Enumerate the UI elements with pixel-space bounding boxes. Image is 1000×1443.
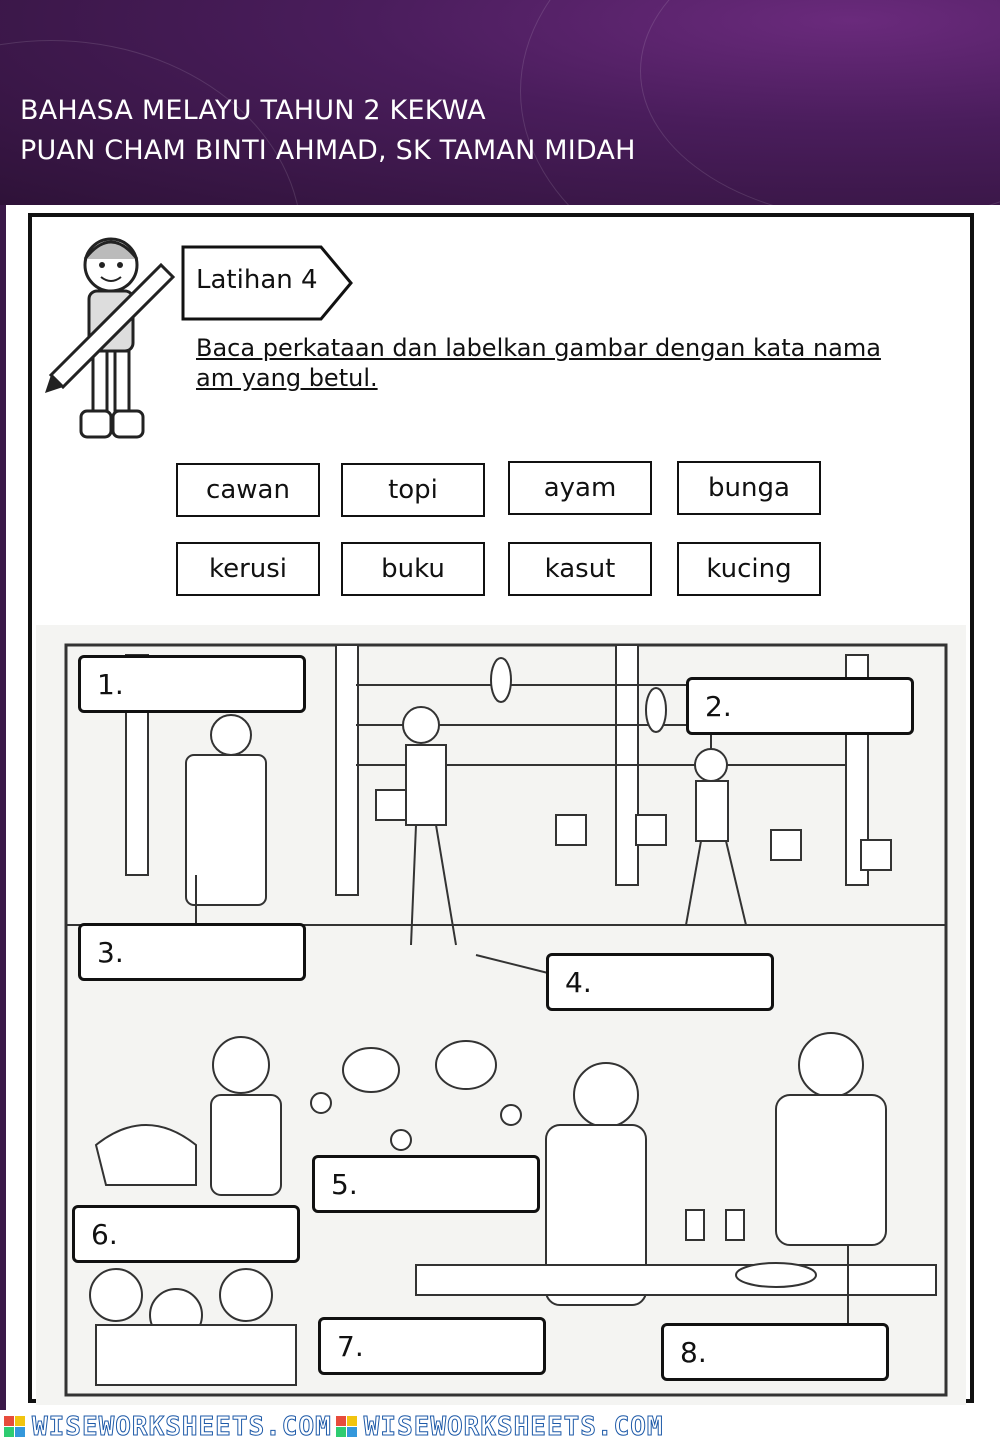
answer-box-8[interactable] bbox=[661, 1323, 889, 1381]
answer-box-number: 5. bbox=[331, 1168, 358, 1201]
scene-line-art bbox=[36, 625, 966, 1405]
answer-box-3[interactable] bbox=[78, 923, 306, 981]
answer-box-number: 8. bbox=[680, 1336, 707, 1369]
answer-box-number: 2. bbox=[705, 690, 732, 723]
word-card[interactable]: ayam bbox=[508, 461, 652, 515]
answer-box-5[interactable] bbox=[312, 1155, 540, 1213]
exercise-title: Latihan 4 bbox=[196, 265, 318, 295]
word-card[interactable]: topi bbox=[341, 463, 485, 517]
word-card[interactable]: bunga bbox=[677, 461, 821, 515]
banner-subtitle: PUAN CHAM BINTI AHMAD, SK TAMAN MIDAH bbox=[20, 135, 636, 166]
answer-box-number: 7. bbox=[337, 1330, 364, 1363]
answer-box-2[interactable] bbox=[686, 677, 914, 735]
answer-box-1[interactable] bbox=[78, 655, 306, 713]
word-card[interactable]: buku bbox=[341, 542, 485, 596]
word-card[interactable]: kasut bbox=[508, 542, 652, 596]
wiseworksheets-logo-icon bbox=[336, 1416, 358, 1438]
answer-box-6[interactable] bbox=[72, 1205, 300, 1263]
watermark-text: WISEWORKSHEETS.COM bbox=[32, 1411, 332, 1442]
word-card[interactable]: kerusi bbox=[176, 542, 320, 596]
picture-scene bbox=[36, 625, 966, 1405]
banner-title: BAHASA MELAYU TAHUN 2 KEKWA bbox=[20, 95, 486, 126]
word-card[interactable]: cawan bbox=[176, 463, 320, 517]
answer-box-4[interactable] bbox=[546, 953, 774, 1011]
title-banner bbox=[0, 0, 1000, 205]
worksheet-image bbox=[6, 205, 1000, 1410]
answer-box-7[interactable] bbox=[318, 1317, 546, 1375]
watermark-text: WISEWORKSHEETS.COM bbox=[363, 1411, 664, 1442]
answer-box-number: 3. bbox=[97, 936, 124, 969]
word-card[interactable]: kucing bbox=[677, 542, 821, 596]
answer-box-number: 6. bbox=[91, 1218, 118, 1251]
girl-with-pencil-illustration bbox=[41, 225, 181, 450]
instruction-text: Baca perkataan dan labelkan gambar dengan kata nama am yang betul. bbox=[196, 334, 881, 392]
answer-box-number: 1. bbox=[97, 668, 124, 701]
watermark-footer bbox=[0, 1410, 1000, 1443]
wiseworksheets-logo-icon bbox=[4, 1416, 26, 1438]
answer-box-number: 4. bbox=[565, 966, 592, 999]
